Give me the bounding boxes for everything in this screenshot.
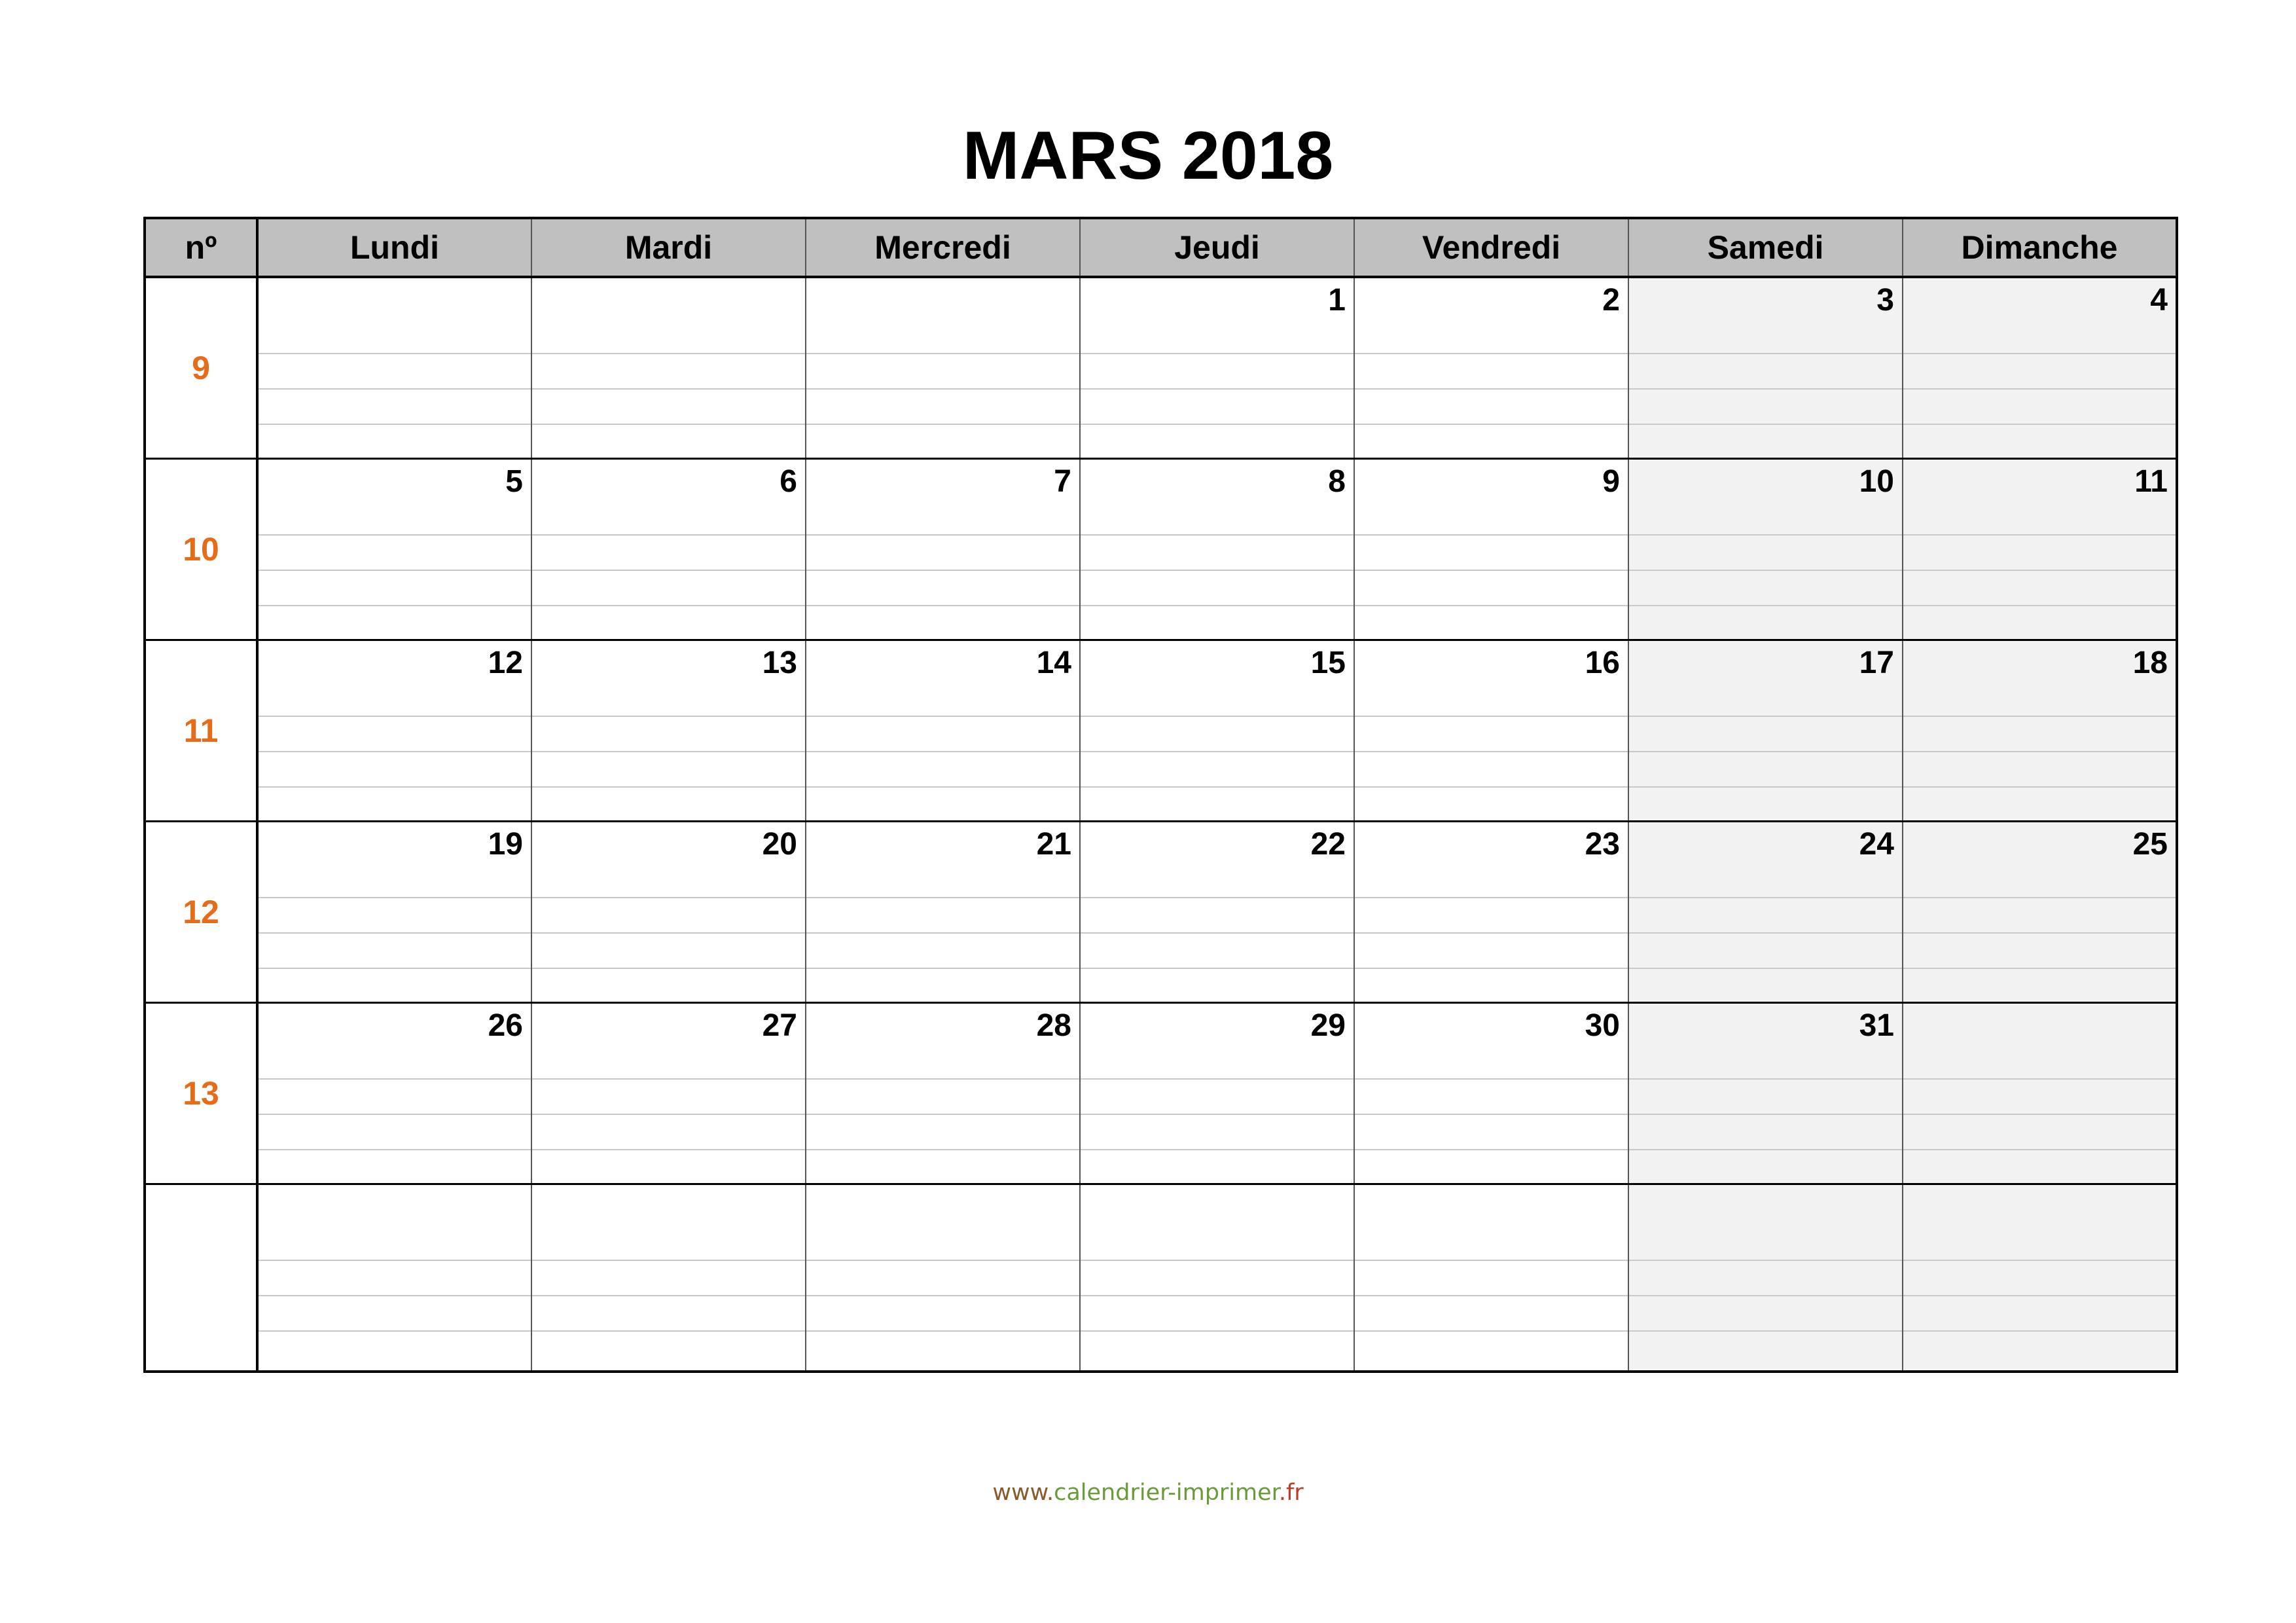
day-number: 26 [488,1008,523,1043]
day-number [1081,1185,1354,1227]
day-cell [257,640,531,821]
day-number [259,1185,531,1227]
day-number: 13 [762,645,797,680]
day-cell [1628,821,1903,1002]
week-number-header: nº [145,218,257,277]
day-number: 5 [505,464,523,499]
day-header-mardi: Mardi [531,218,806,277]
day-number: 25 [2132,826,2168,862]
day-number [1903,1004,2176,1046]
day-number: 21 [1036,826,1071,862]
day-number: 6 [780,464,797,499]
week-row [145,640,2177,821]
day-header-vendredi: Vendredi [1354,218,1628,277]
week-number: 11 [145,640,257,821]
day-cell [1628,1002,1903,1184]
day-number: 17 [1859,645,1894,680]
day-number: 18 [2132,645,2168,680]
day-cell [806,458,1080,640]
day-number: 31 [1859,1008,1894,1043]
calendar-header-row [145,218,2177,277]
day-header-samedi: Samedi [1628,218,1903,277]
day-cell [531,1002,806,1184]
day-cell [257,1002,531,1184]
day-cell [1354,640,1628,821]
day-number: 1 [1328,283,1346,318]
day-cell [1354,458,1628,640]
day-cell [1080,821,1354,1002]
day-cell [1080,640,1354,821]
day-cell [1903,458,2177,640]
week-number: 10 [145,458,257,640]
day-cell [806,640,1080,821]
day-cell [1903,640,2177,821]
day-cell [1354,277,1628,458]
day-cell [1628,277,1903,458]
day-number [1355,1185,1628,1227]
week-row [145,277,2177,458]
day-cell [1903,821,2177,1002]
day-number: 20 [762,826,797,862]
day-number [806,1185,1079,1227]
day-number: 27 [762,1008,797,1043]
day-number: 4 [2150,283,2168,318]
day-cell [1903,1184,2177,1372]
day-number: 23 [1585,826,1620,862]
day-cell [1080,1002,1354,1184]
day-cell [1354,821,1628,1002]
day-cell [1080,277,1354,458]
day-cell [1080,458,1354,640]
calendar-grid [143,217,2178,1373]
day-header-dimanche: Dimanche [1903,218,2177,277]
day-number: 7 [1054,464,1071,499]
day-number: 14 [1036,645,1071,680]
week-row [145,821,2177,1002]
day-number: 24 [1859,826,1894,862]
day-cell [1903,277,2177,458]
day-number: 29 [1310,1008,1346,1043]
day-cell [1628,1184,1903,1372]
day-number: 3 [1876,283,1894,318]
day-cell [257,1184,531,1372]
day-number [532,1185,805,1227]
footer-url [0,1478,2296,1507]
week-number: 12 [145,821,257,1002]
footer-url-prefix: www. [992,1480,1054,1506]
day-cell [531,1184,806,1372]
day-cell [531,277,806,458]
day-cell [1354,1002,1628,1184]
day-number [806,278,1079,320]
day-cell [1354,1184,1628,1372]
day-cell [1628,458,1903,640]
page-title: MARS 2018 [962,118,1334,194]
day-header-lundi: Lundi [257,218,531,277]
day-cell [257,458,531,640]
day-number: 16 [1585,645,1620,680]
day-cell [806,1002,1080,1184]
day-number: 12 [488,645,523,680]
day-cell [531,821,806,1002]
day-number: 2 [1602,283,1620,318]
day-number: 8 [1328,464,1346,499]
day-cell [531,640,806,821]
day-cell [531,458,806,640]
day-cell [1903,1002,2177,1184]
day-header-jeudi: Jeudi [1080,218,1354,277]
day-cell [1628,640,1903,821]
day-number: 19 [488,826,523,862]
day-cell [257,821,531,1002]
day-number [1903,1185,2176,1227]
day-number: 11 [2134,464,2168,499]
day-number: 30 [1585,1008,1620,1043]
footer-url-tld: .fr [1278,1480,1304,1506]
week-number [145,1184,257,1372]
day-number: 15 [1310,645,1346,680]
day-number [1629,1185,1902,1227]
week-row [145,1002,2177,1184]
day-cell [806,277,1080,458]
day-cell [806,821,1080,1002]
footer-url-domain: calendrier-imprimer [1054,1480,1279,1506]
day-number [259,278,531,320]
day-cell [1080,1184,1354,1372]
week-row [145,1184,2177,1372]
day-number: 22 [1310,826,1346,862]
day-number: 28 [1036,1008,1071,1043]
day-cell [257,277,531,458]
day-header-mercredi: Mercredi [806,218,1080,277]
week-row [145,458,2177,640]
week-number: 9 [145,277,257,458]
day-number: 10 [1859,464,1894,499]
week-number: 13 [145,1002,257,1184]
calendar-body [145,277,2177,1372]
day-cell [806,1184,1080,1372]
day-number: 9 [1602,464,1620,499]
day-number [532,278,805,320]
